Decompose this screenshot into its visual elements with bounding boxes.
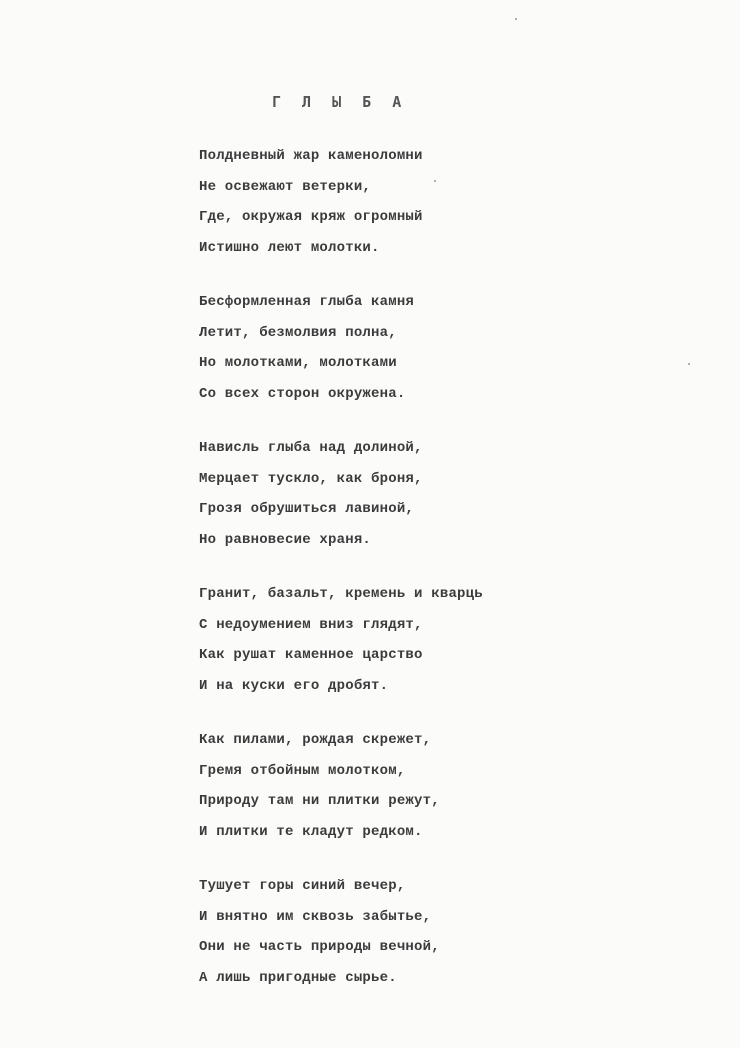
poem-line: Гранит, базальт, кремень и кварць bbox=[199, 586, 483, 602]
poem-line: Полдневный жар каменоломни bbox=[199, 148, 423, 164]
stanza-5 bbox=[199, 725, 483, 847]
paper-speck bbox=[688, 363, 690, 365]
stanza-2 bbox=[199, 287, 483, 409]
stanza-6 bbox=[199, 871, 483, 993]
poem-line: Как рушат каменное царство bbox=[199, 647, 423, 663]
poem-line: С недоумением вниз глядят, bbox=[199, 616, 423, 633]
paper-speck bbox=[515, 18, 517, 20]
poem-line: Нависль глыба над долиной, bbox=[199, 440, 423, 456]
poem-line: Где, окружая кряж огромный bbox=[199, 209, 423, 225]
poem-line: Они не часть природы вечной, bbox=[199, 939, 440, 955]
stanza-3 bbox=[199, 433, 483, 555]
stanza-1 bbox=[199, 141, 483, 263]
poem-line: Гремя отбойным молотком, bbox=[199, 762, 406, 779]
poem-line: И плитки те кладут редком. bbox=[199, 823, 423, 840]
poem-line: И внятно им сквозь забытье, bbox=[199, 908, 432, 925]
poem-line: Мерцает тускло, как броня, bbox=[199, 470, 423, 487]
poem-line: Бесформленная глыба камня bbox=[199, 294, 415, 310]
poem-title: Г Л Ы Б А bbox=[272, 93, 408, 111]
poem-line: Со всех сторон окружена. bbox=[199, 385, 406, 402]
poem-line: Летит, безмолвия полна, bbox=[199, 324, 397, 341]
poem-line: Грозя обрушиться лавиной, bbox=[199, 501, 415, 517]
poem-line: Но молотками, молотками bbox=[199, 355, 397, 371]
poem-line: И на куски его дробят. bbox=[199, 677, 389, 694]
paper-speck bbox=[434, 180, 436, 182]
poem-line: Тушует горы синий вечер, bbox=[199, 878, 406, 894]
poem-line: Но равновесие храня. bbox=[199, 531, 372, 548]
poem-line: Как пилами, рождая скрежет, bbox=[199, 732, 432, 748]
poem-line: А лишь пригодные сырье. bbox=[199, 969, 397, 986]
poem-line: Истишно леют молотки. bbox=[199, 239, 380, 256]
poem-body bbox=[199, 141, 483, 1017]
poem-line: Не освежают ветерки, bbox=[199, 178, 372, 195]
poem-line: Природу там ни плитки режут, bbox=[199, 793, 440, 809]
stanza-4 bbox=[199, 579, 483, 701]
